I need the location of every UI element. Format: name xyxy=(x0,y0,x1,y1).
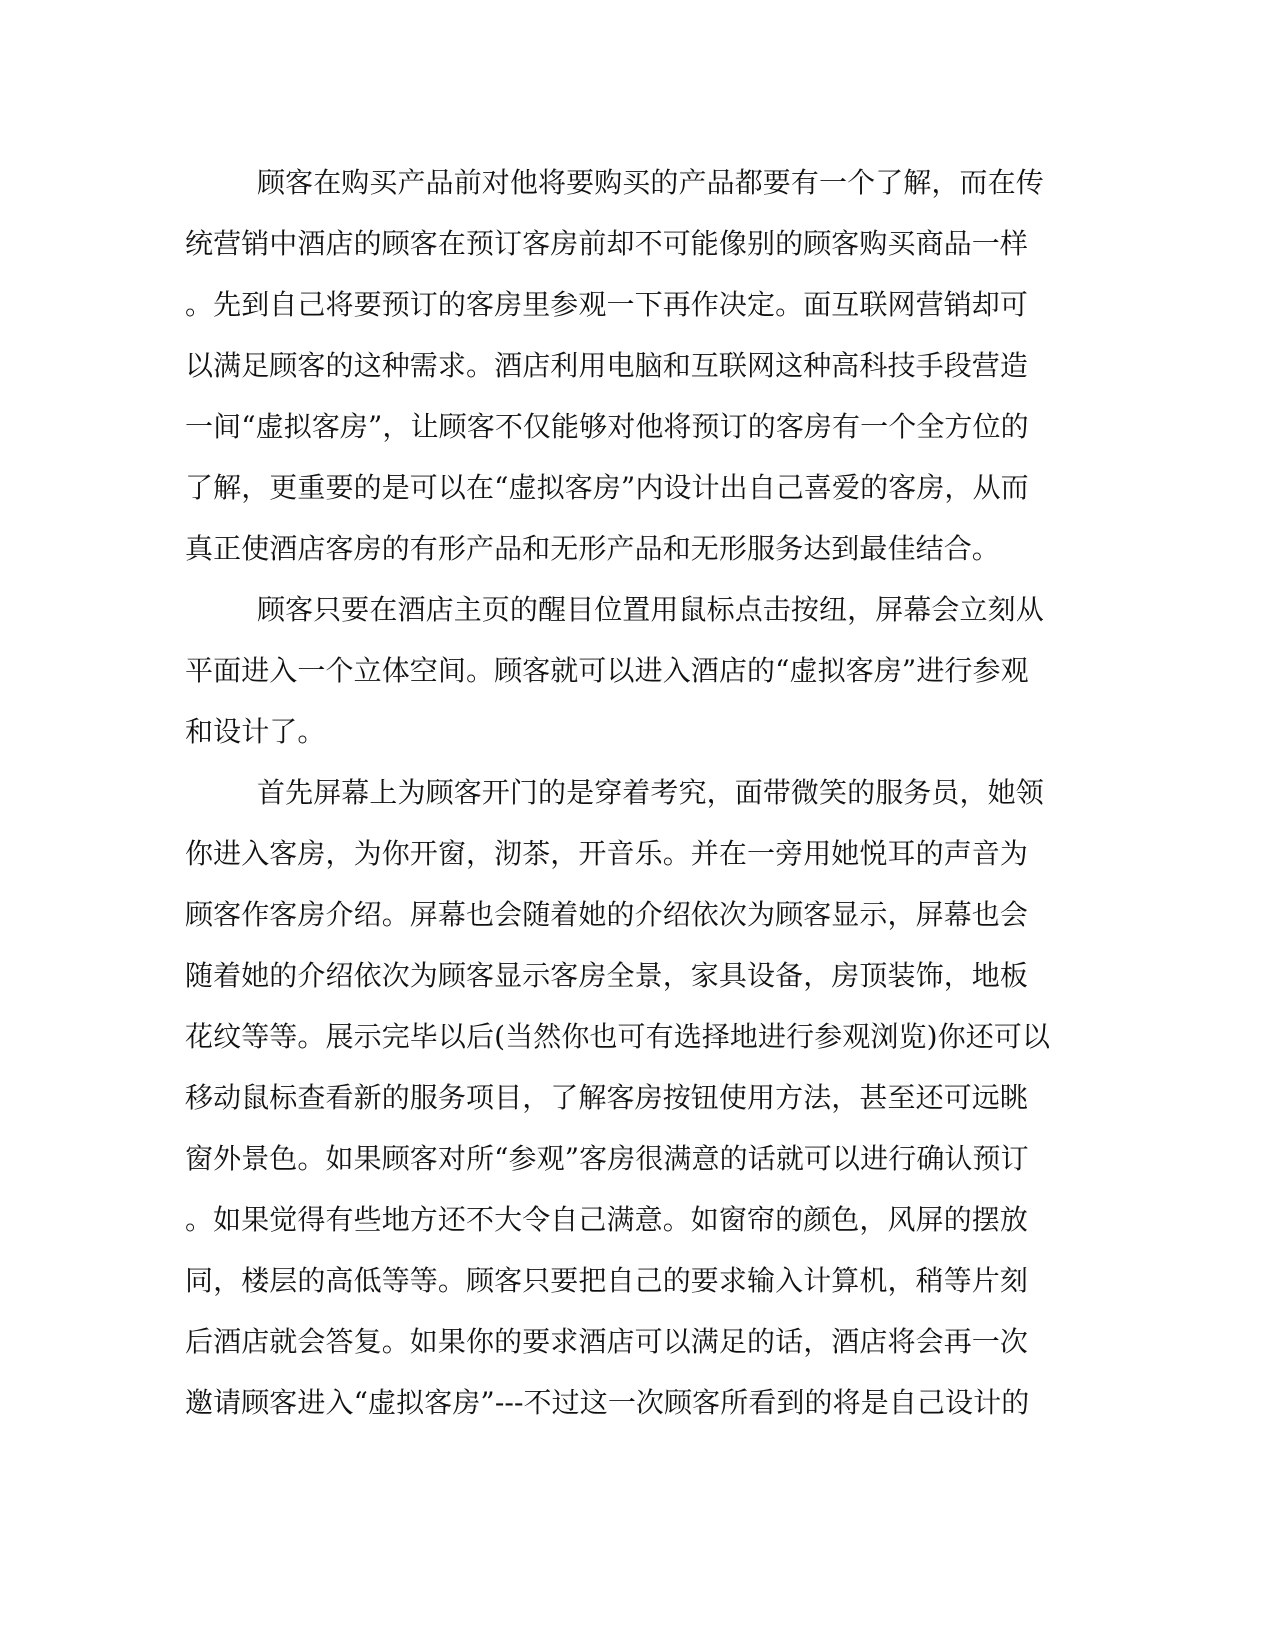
text-line: 花纹等等。展示完毕以后(当然你也可有选择地进行参观浏览)你还可以 xyxy=(185,1020,1051,1053)
text-line: 后酒店就会答复。如果你的要求酒店可以满足的话，酒店将会再一次 xyxy=(185,1325,1029,1358)
text-line: 。先到自己将要预订的客房里参观一下再作决定。面互联网营销却可 xyxy=(185,288,1029,321)
text-line: 以满足顾客的这种需求。酒店利用电脑和互联网这种高科技手段营造 xyxy=(185,349,1029,382)
text-line: 同，楼层的高低等等。顾客只要把自己的要求输入计算机，稍等片刻 xyxy=(185,1264,1029,1297)
document-body xyxy=(185,160,1051,1441)
text-line: 顾客作客房介绍。屏幕也会随着她的介绍依次为顾客显示，屏幕也会 xyxy=(185,898,1029,931)
text-line: 顾客在购买产品前对他将要购买的产品都要有一个了解，而在传 xyxy=(257,166,1044,199)
text-line: 和设计了。 xyxy=(185,715,326,748)
text-line: 真正使酒店客房的有形产品和无形产品和无形服务达到最佳结合。 xyxy=(185,532,1000,565)
text-line: 移动鼠标查看新的服务项目，了解客房按钮使用方法，甚至还可远眺 xyxy=(185,1081,1029,1114)
text-line: 了解，更重要的是可以在“虚拟客房”内设计出自己喜爱的客房，从而 xyxy=(185,471,1029,504)
text-line: 。如果觉得有些地方还不大令自己满意。如窗帘的颜色，风屏的摆放 xyxy=(185,1203,1029,1236)
text-line: 一间“虚拟客房”，让顾客不仅能够对他将预订的客房有一个全方位的 xyxy=(185,410,1029,443)
text-line: 窗外景色。如果顾客对所“参观”客房很满意的话就可以进行确认预订 xyxy=(185,1142,1029,1175)
text-line: 平面进入一个立体空间。顾客就可以进入酒店的“虚拟客房”进行参观 xyxy=(185,654,1029,687)
text-line: 顾客只要在酒店主页的醒目位置用鼠标点击按纽，屏幕会立刻从 xyxy=(257,593,1044,626)
paragraph-3 xyxy=(185,770,1051,1441)
text-line: 邀请顾客进入“虚拟客房”---不过这一次顾客所看到的将是自己设计的 xyxy=(185,1386,1030,1419)
paragraph-1 xyxy=(185,160,1045,587)
paragraph-2 xyxy=(185,587,1045,770)
text-line: 你进入客房，为你开窗，沏茶，开音乐。并在一旁用她悦耳的声音为 xyxy=(185,837,1029,870)
text-line: 首先屏幕上为顾客开门的是穿着考究，面带微笑的服务员，她领 xyxy=(257,776,1044,809)
text-line: 随着她的介绍依次为顾客显示客房全景，家具设备，房顶装饰，地板 xyxy=(185,959,1029,992)
text-line: 统营销中酒店的顾客在预订客房前却不可能像别的顾客购买商品一样 xyxy=(185,227,1029,260)
